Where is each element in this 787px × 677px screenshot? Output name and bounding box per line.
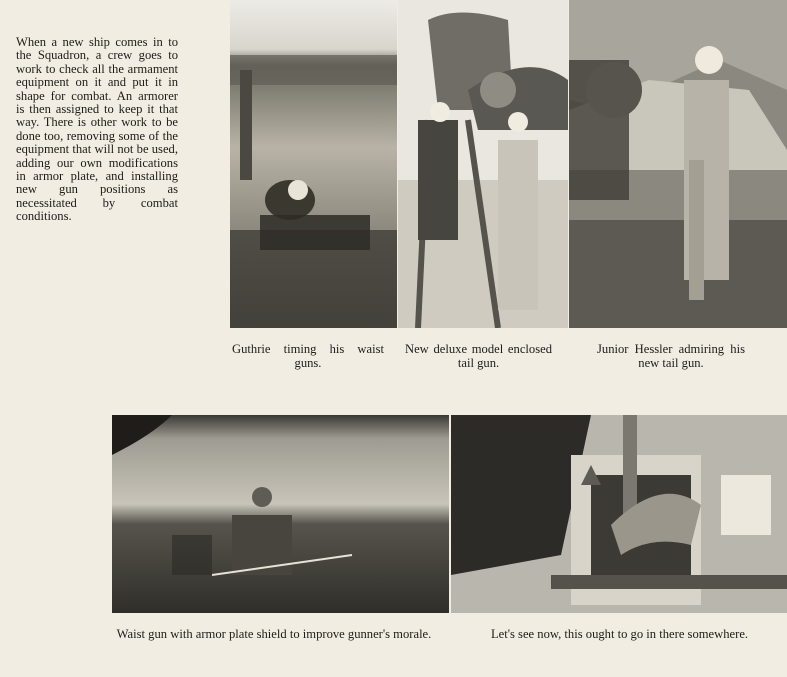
photo-guthrie-waist-guns (230, 0, 397, 328)
intro-paragraph: When a new ship comes in to the Squadron, a crew goes to work to check all the armament equipment on it and put it in shape for combat. An armorer is then assigned to keep it that way. There is other work to be done too, removing some of the equipment that will not be used, adding our own modifications in armor plate, and installing new gun positions as necessitated by combat conditions. (16, 35, 178, 224)
caption-guthrie: Guthrie timing his waist guns. (232, 342, 384, 370)
caption-ought-to-go: Let's see now, this ought to go in there somewhere. (490, 627, 749, 641)
caption-tail-gun: New deluxe model enclosed tail gun. (405, 342, 552, 370)
photo-gun-mount-window (451, 415, 787, 613)
photo-enclosed-tail-gun (398, 0, 568, 328)
caption-waist-gun: Waist gun with armor plate shield to improve gunner's morale. (116, 627, 432, 641)
photo-waist-gun-armor-plate (112, 415, 449, 613)
caption-hessler: Junior Hessler admiring his new tail gun. (597, 342, 745, 370)
photo-hessler-tail-gun (569, 0, 787, 328)
